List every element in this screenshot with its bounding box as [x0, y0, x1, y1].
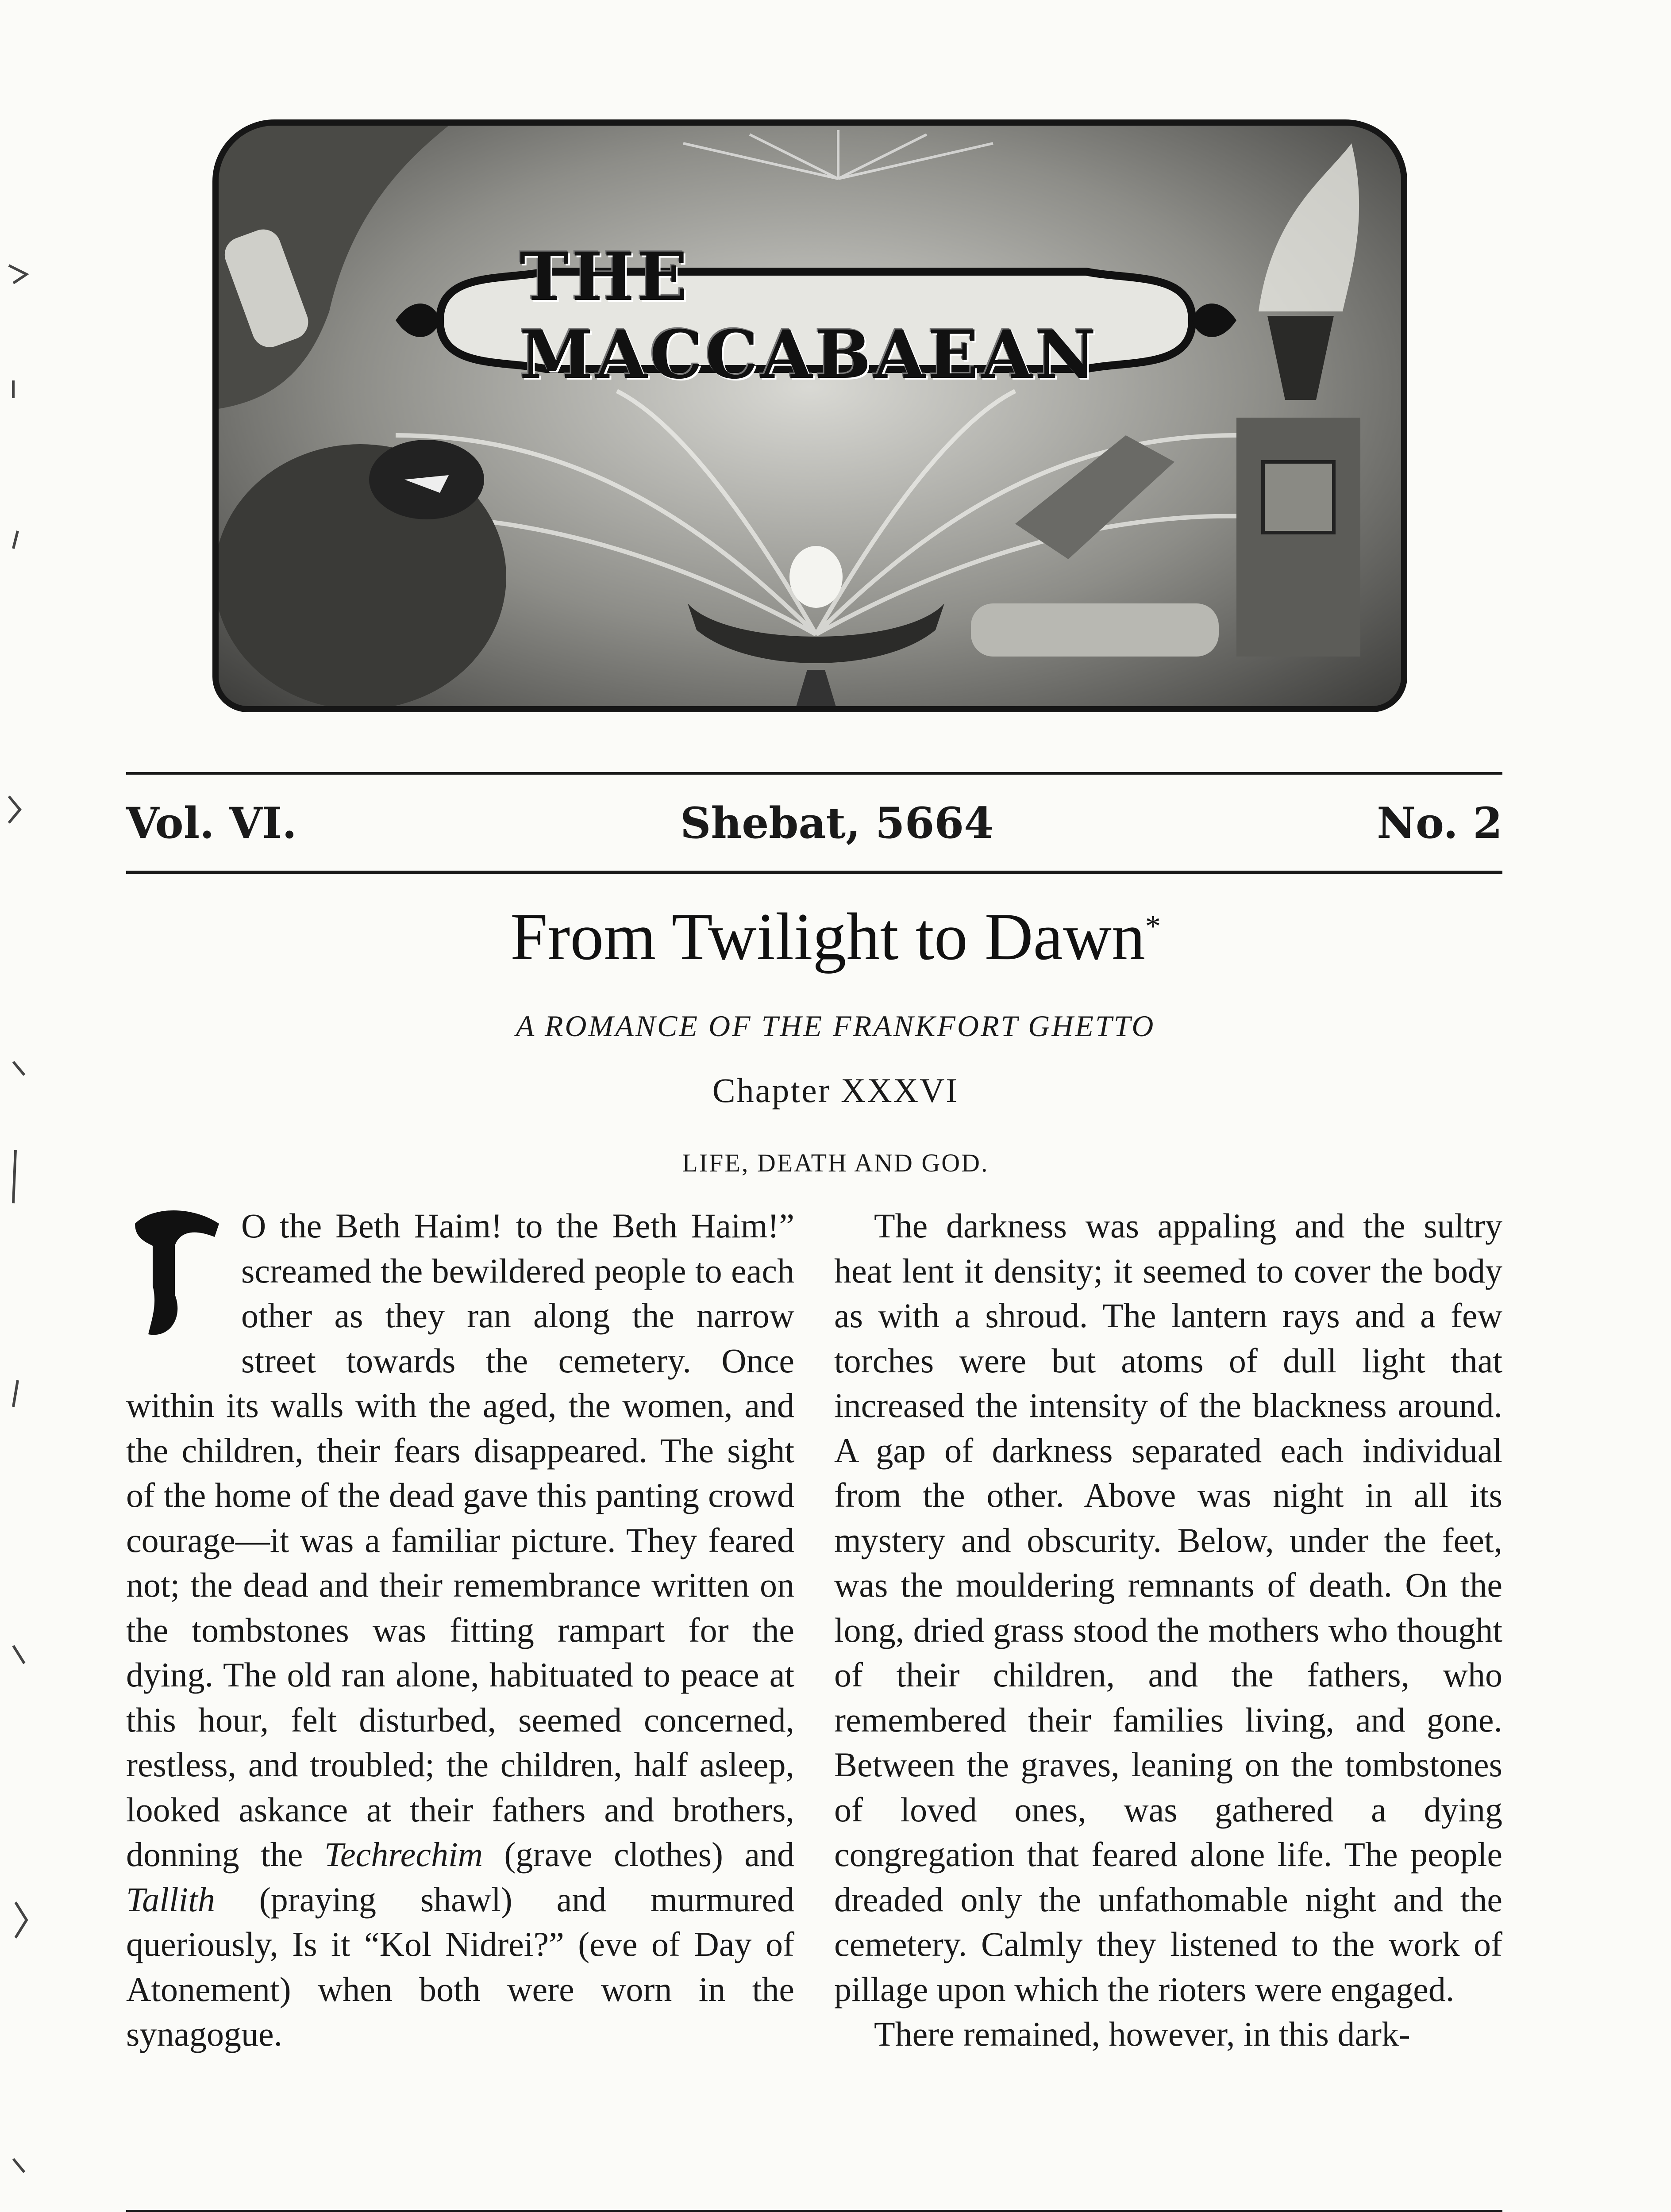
chapter-heading: Chapter XXXVI [712, 1071, 959, 1110]
paragraph: The darkness was appaling and the sultry heat lent it density; it seemed to cover the body as with a shroud. The lantern rays and a few torches were but atoms of dull light that increased the intensity of the blackness around. A gap of darkness separated each individual from the other. Above was night in all its mystery and obscurity. Below, under the feet, was the mouldering remnants of death. On the long, dried grass stood the mothers who thought of their children, and the fathers, who remembered their families living, and gone. Between the graves, leaning on the tombstones of loved ones, was gathered a dying congregation that feared alone life. The people dreaded only the unfathomable night and the cemetery. Calmly they listened to the work of pillage upon which the rioters were engaged. [834, 1206, 1502, 2008]
issue-number: No. 2 [1377, 798, 1502, 848]
title-footnote-mark: * [1145, 909, 1161, 944]
top-rule [126, 772, 1502, 775]
article-subtitle: A ROMANCE OF THE FRANKFORT GHETTO [516, 1009, 1155, 1043]
paragraph [126, 1203, 794, 2057]
masthead-illustration [212, 119, 1407, 712]
right-column [834, 1203, 1502, 2057]
pillar-with-flame [1236, 143, 1360, 657]
paragraph-text: (grave clothes) and [482, 1835, 794, 1874]
footnote-rule [126, 2210, 1502, 2212]
section-heading: LIFE, DEATH AND GOD. [682, 1148, 989, 1177]
left-column [126, 1203, 794, 2057]
masthead-title: THE MACCABAEAN [520, 238, 1099, 394]
article-title-text: From Twilight to Dawn [510, 899, 1145, 974]
volume-number: Vol. VI. [126, 798, 297, 848]
italic-term: Techrechim [324, 1835, 483, 1874]
paragraph-text: (praying shawl) and murmured queriously, Is it “Kol Nidrei?” (eve of Day of Atonement) when both were worn in the synagogue. [126, 1880, 794, 2053]
bottom-rule [126, 871, 1502, 874]
issue-date: Shebat, 5664 [680, 798, 993, 848]
paragraph-text: O the Beth Haim! to the Beth Haim!” screamed the bewildered people to each other as they ran along the narrow street towards the cemetery. Once within its walls with the aged, the women, and the children, their fears disappeared. The sight of the home of the dead gave this panting crowd courage—it was a familiar picture. They feared not; the dead and their remembrance written on the tombstones was fitting rampart for the dying. The old ran alone, habituated to peace at this hour, felt disturbed, seemed concerned, restless, and troubled; the children, half asleep, looked askance at their fathers and brothers, donning the [126, 1206, 794, 1874]
drop-cap-ornament [126, 1206, 232, 1343]
banner-artwork [219, 126, 1407, 712]
italic-term: Tallith [126, 1880, 215, 1919]
article-title [0, 898, 1671, 975]
issue-line [126, 792, 1502, 854]
paragraph: There remained, however, in this dark- [874, 2015, 1410, 2053]
margin-scan-marks [0, 0, 53, 2212]
